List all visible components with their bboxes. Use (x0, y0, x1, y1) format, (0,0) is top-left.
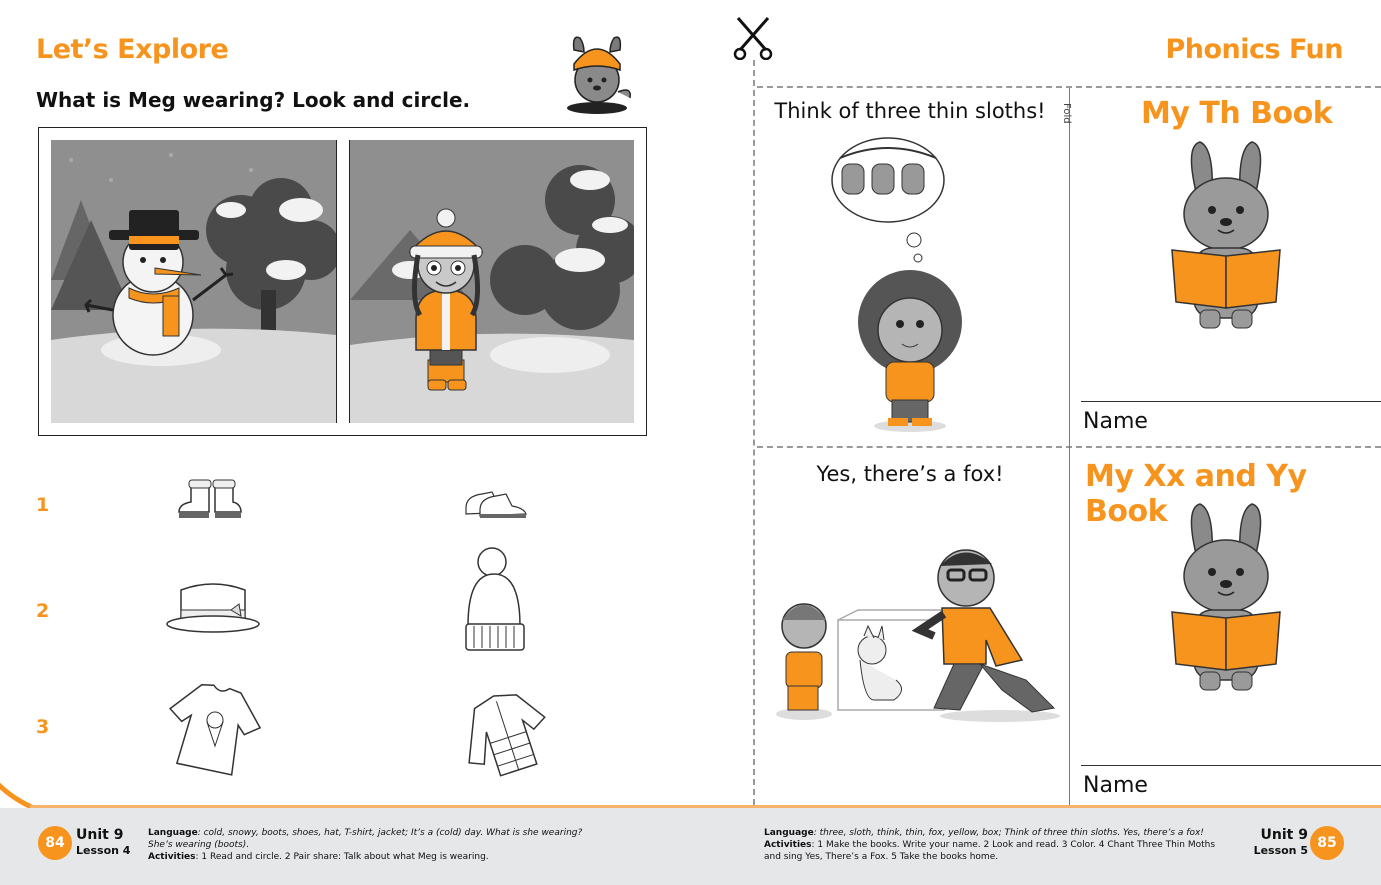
book-title-th: My Th Book (1141, 96, 1333, 131)
winter-hat-icon[interactable] (462, 546, 528, 656)
name-label-2: Name (1083, 773, 1148, 798)
page-curve-decoration (0, 690, 100, 820)
activities-text-right-2: and sing Yes, There’s a Fox. 5 Take the books home. (764, 852, 999, 862)
panel-caption-sloths: Think of three thin sloths! (774, 99, 1046, 123)
snowman-scene (51, 140, 336, 423)
item-number-1: 1 (36, 494, 50, 516)
fold-line (1069, 88, 1070, 806)
boots-icon[interactable] (175, 476, 243, 522)
name-label-1: Name (1083, 409, 1148, 434)
shoes-icon[interactable] (462, 486, 530, 520)
instruction-text: What is Meg wearing? Look and circle. (36, 88, 471, 112)
language-text-left-2: She’s wearing (boots). (148, 840, 250, 850)
language-text-left: : cold, snowy, boots, shoes, hat, T-shirt, jacket; It’s a (cold) day. What is she wearing? (197, 828, 583, 838)
cut-line (753, 60, 755, 805)
page-number-left: 84 (38, 826, 72, 860)
bunny-mascot-icon (560, 30, 634, 116)
activities-text-left: : 1 Read and circle. 2 Pair share: Talk about what Meg is wearing. (195, 852, 489, 862)
girl-thinking-icon (838, 264, 988, 436)
tshirt-icon[interactable] (163, 682, 263, 776)
page-heading-right: Phonics Fun (1165, 34, 1343, 65)
panel-divider (336, 140, 350, 423)
boy-man-fox-box-icon (764, 540, 1064, 724)
bunny-reading-icon (1166, 500, 1286, 694)
book-title-xx-yy: My Xx and Yy Book (1085, 459, 1307, 529)
page-number-right: 85 (1310, 826, 1344, 860)
puffer-jacket-icon[interactable] (456, 686, 552, 782)
scene-picture-frame (38, 127, 647, 436)
activities-label-left: Activities (148, 852, 196, 862)
activities-label-right: Activities (764, 840, 812, 850)
activities-text-right: : 1 Make the books. Write your name. 2 Look and read. 3 Color. 4 Chant Three Thin Moths (811, 840, 1216, 850)
language-label-right: Language (764, 828, 814, 838)
item-number-3: 3 (36, 716, 50, 738)
meg-scene (350, 140, 634, 423)
teacher-notes-left (148, 827, 628, 863)
scissors-icon (732, 14, 774, 60)
footer-bar (0, 808, 1381, 885)
lesson-label-right: Lesson 5 (1253, 844, 1308, 857)
thought-bubble-sloths-icon (828, 128, 948, 268)
name-line-1 (1081, 401, 1381, 402)
fold-label: Fold (1061, 103, 1072, 124)
fedora-hat-icon[interactable] (165, 576, 261, 638)
teacher-notes-right (764, 827, 1244, 863)
unit-lesson-right (1250, 827, 1308, 858)
lesson-label-left: Lesson 4 (76, 844, 131, 857)
unit-label-left: Unit 9 (76, 827, 124, 843)
language-text-right: : three, sloth, think, thin, fox, yellow, box; Think of three thin sloths. Yes, there’s a fox! (813, 828, 1204, 838)
page-heading: Let’s Explore (36, 34, 229, 65)
name-line-2 (1081, 765, 1381, 766)
unit-label-right: Unit 9 (1260, 827, 1308, 843)
item-number-2: 2 (36, 600, 50, 622)
bunny-reading-icon (1166, 138, 1286, 332)
unit-lesson-left (76, 827, 130, 858)
panel-caption-fox: Yes, there’s a fox! (816, 462, 1004, 486)
language-label-left: Language (148, 828, 198, 838)
